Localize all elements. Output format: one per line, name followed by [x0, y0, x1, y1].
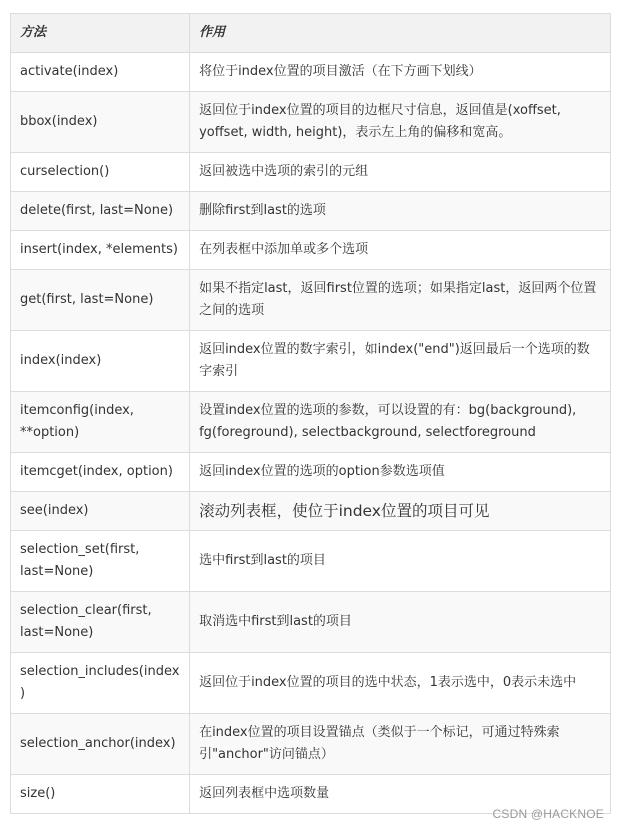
method-cell: index(index): [11, 331, 190, 392]
table-row: [11, 153, 611, 192]
usage-cell: 设置index位置的选项的参数，可以设置的有：bg(background), fg(foreground), selectbackground, selectforeground: [190, 392, 611, 453]
table-row: [11, 231, 611, 270]
method-cell: size(): [11, 775, 190, 814]
method-cell: itemconfig(index, **option): [11, 392, 190, 453]
method-cell: insert(index, *elements): [11, 231, 190, 270]
usage-cell: 返回index位置的选项的option参数选项值: [190, 453, 611, 492]
table-row: [11, 331, 611, 392]
table-body: [11, 53, 611, 814]
usage-cell: 取消选中first到last的项目: [190, 592, 611, 653]
header-row: [11, 14, 611, 53]
method-cell: itemcget(index, option): [11, 453, 190, 492]
method-cell: selection_clear(first, last=None): [11, 592, 190, 653]
usage-cell: 删除first到last的选项: [190, 192, 611, 231]
usage-cell: 返回位于index位置的项目的选中状态，1表示选中，0表示未选中: [190, 653, 611, 714]
table-row: [11, 270, 611, 331]
method-cell: delete(first, last=None): [11, 192, 190, 231]
table-row: [11, 92, 611, 153]
usage-cell: 在列表框中添加单或多个选项: [190, 231, 611, 270]
method-cell: selection_includes(index): [11, 653, 190, 714]
table-row: [11, 392, 611, 453]
table-row: [11, 531, 611, 592]
usage-cell: 如果不指定last，返回first位置的选项；如果指定last，返回两个位置之间的选项: [190, 270, 611, 331]
method-cell: see(index): [11, 492, 190, 531]
table-row: [11, 53, 611, 92]
usage-cell: 在index位置的项目设置锚点（类似于一个标记，可通过特殊索引"anchor"访问锚点）: [190, 714, 611, 775]
usage-cell: 将位于index位置的项目激活（在下方画下划线）: [190, 53, 611, 92]
table-row: [11, 492, 611, 531]
usage-cell: 滚动列表框，使位于index位置的项目可见: [190, 492, 611, 531]
method-cell: curselection(): [11, 153, 190, 192]
usage-cell: 返回位于index位置的项目的边框尺寸信息，返回值是(xoffset, yoffset, width, height)，表示左上角的偏移和宽高。: [190, 92, 611, 153]
table-header: [11, 14, 611, 53]
table-row: [11, 714, 611, 775]
usage-cell: 返回列表框中选项数量: [190, 775, 611, 814]
table-row: [11, 592, 611, 653]
csdn-watermark: CSDN @HACKNOE: [492, 807, 604, 821]
usage-cell: 返回被选中选项的索引的元组: [190, 153, 611, 192]
header-usage: 作用: [190, 14, 611, 53]
table-row: [11, 453, 611, 492]
header-method: 方法: [11, 14, 190, 53]
table-row: [11, 192, 611, 231]
method-cell: selection_anchor(index): [11, 714, 190, 775]
method-cell: get(first, last=None): [11, 270, 190, 331]
usage-cell: 选中first到last的项目: [190, 531, 611, 592]
table-row: [11, 653, 611, 714]
method-cell: selection_set(first, last=None): [11, 531, 190, 592]
method-cell: activate(index): [11, 53, 190, 92]
usage-cell: 返回index位置的数字索引，如index("end")返回最后一个选项的数字索引: [190, 331, 611, 392]
method-cell: bbox(index): [11, 92, 190, 153]
methods-table: [10, 13, 611, 814]
